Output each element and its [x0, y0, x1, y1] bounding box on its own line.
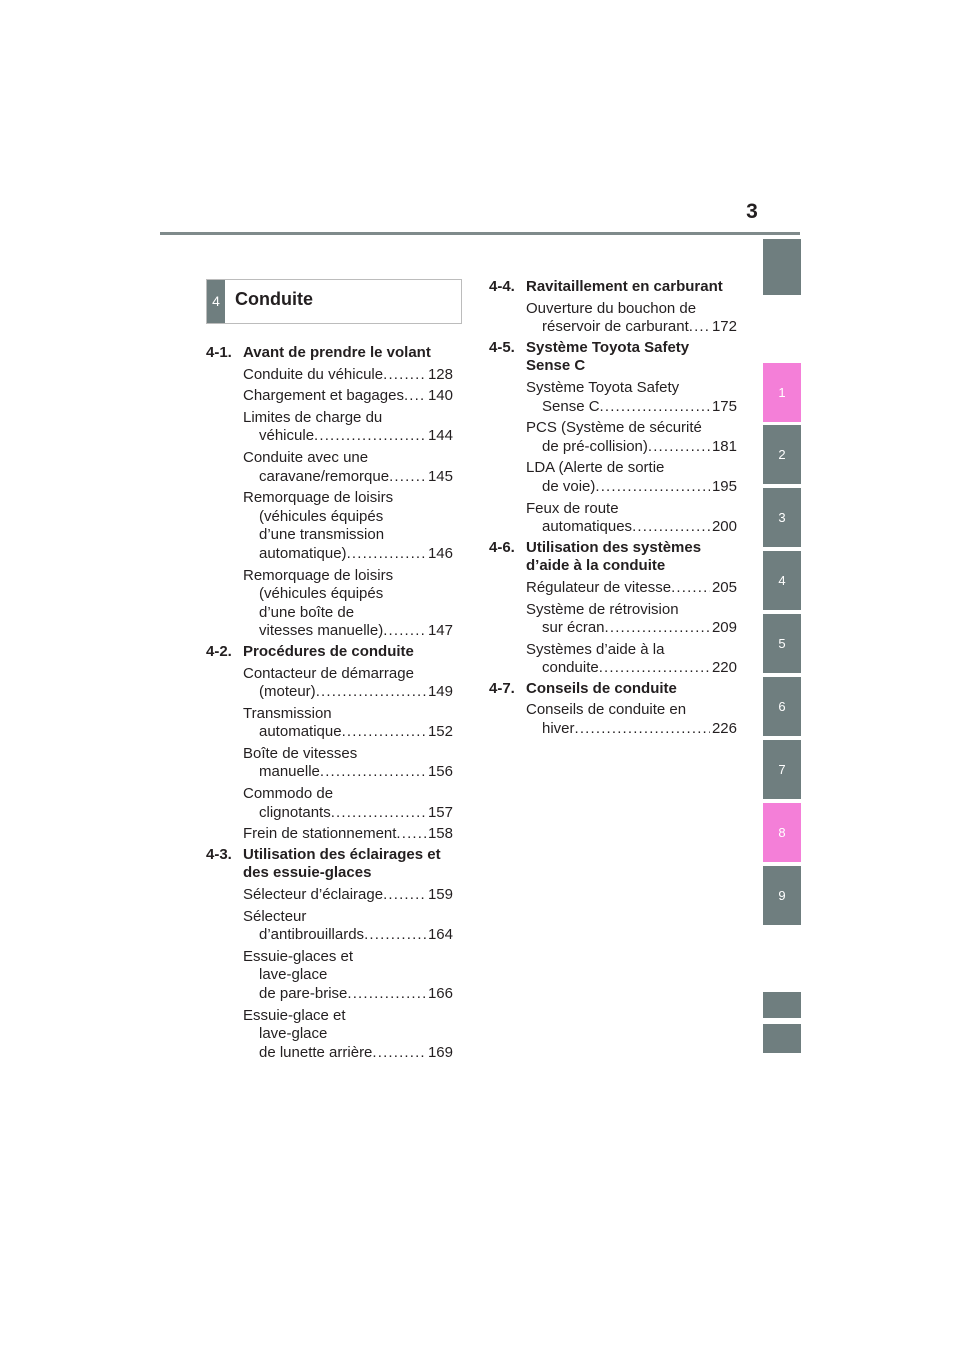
toc-page-number: 164 [427, 926, 453, 944]
toc-section-heading [489, 278, 737, 297]
toc-entry-text: d’une transmission [259, 526, 385, 544]
toc-entry-text: Sélecteur [243, 907, 307, 925]
toc-section-heading [206, 344, 453, 363]
toc-entry[interactable] [489, 419, 737, 456]
chapter-tab-label: 4 [778, 572, 786, 588]
toc-entry[interactable] [489, 459, 737, 496]
toc-entry-text: caravane/remorque [259, 467, 390, 485]
toc-entry[interactable] [206, 489, 453, 563]
toc-entry-text: de pare-brise [259, 985, 348, 1002]
toc-page-number: 226 [711, 720, 737, 738]
toc-page-number: 144 [427, 427, 453, 445]
chapter-tab-blank-10 [763, 992, 801, 1018]
toc-entry[interactable] [206, 886, 453, 905]
chapter-tab-label: 8 [778, 824, 786, 840]
toc-page-number: 149 [427, 683, 453, 701]
toc-entry-text: réservoir de carburant [542, 318, 689, 336]
toc-entry[interactable] [206, 449, 453, 486]
toc-dot-leader [364, 926, 426, 945]
toc-entry-text: de pré-collision) [542, 437, 648, 455]
toc-page-number: 128 [427, 365, 453, 383]
toc-entry-text: PCS (Système de sécurité [526, 419, 702, 437]
toc-entry-text: Frein de stationnement [243, 825, 397, 843]
toc-section-heading [206, 643, 453, 662]
toc-dot-leader [342, 723, 426, 742]
toc-entry-text: automatiques [542, 518, 633, 536]
toc-dot-leader [383, 366, 426, 385]
toc-dot-leader [599, 659, 710, 678]
toc-entry-text: (moteur) [259, 683, 316, 701]
toc-entry-text: Système Toyota Safety [526, 378, 680, 396]
chapter-tab-label: 5 [778, 635, 786, 651]
toc-entry-text: Boîte de vitesses [243, 744, 358, 762]
toc-section-heading [489, 339, 737, 376]
toc-entry-text: Conduite du véhicule [243, 365, 384, 383]
toc-page-number: 195 [711, 477, 737, 495]
page-number: 3 [746, 200, 758, 223]
chapter-tab-5 [763, 614, 801, 673]
toc-entry-text: Transmission [243, 704, 332, 722]
chapter-tab-label: 7 [778, 761, 786, 777]
toc-entry-text: d’une boîte de [259, 603, 355, 621]
toc-entry-text: Système de rétrovision [526, 600, 679, 618]
toc-entry[interactable] [206, 745, 453, 782]
toc-dot-leader [404, 387, 426, 406]
toc-section-number: 4-6. [489, 538, 515, 556]
toc-entry-text: manuelle [259, 763, 320, 781]
chapter-tab-6 [763, 677, 801, 736]
toc-column-left [206, 342, 453, 1062]
chapter-tab-blank-11 [763, 1024, 801, 1053]
toc-section-title: Ravitaillement en carburant [526, 278, 723, 295]
toc-page-number: 140 [427, 387, 453, 405]
toc-page-number: 157 [427, 803, 453, 821]
toc-page-number: 220 [711, 659, 737, 677]
toc-page-number: 159 [427, 886, 453, 904]
chapter-tab-8 [763, 803, 801, 862]
toc-entry[interactable] [206, 825, 453, 844]
section-header [206, 279, 462, 324]
chapter-tab-9 [763, 866, 801, 925]
toc-entry[interactable] [206, 567, 453, 641]
toc-page-number: 146 [427, 544, 453, 562]
toc-entry[interactable] [206, 705, 453, 742]
chapter-tab-3 [763, 488, 801, 547]
toc-dot-leader [383, 622, 426, 641]
toc-dot-leader [389, 468, 426, 487]
toc-page-number: 172 [711, 318, 737, 336]
toc-entry[interactable] [489, 500, 737, 537]
toc-page-number: 145 [427, 467, 453, 485]
toc-section-title: Utilisation des systèmes d’aide à la conduite [526, 538, 702, 575]
toc-entry-text: de lunette arrière [259, 1043, 373, 1061]
toc-entry-text: LDA (Alerte de sortie [526, 459, 665, 477]
chapter-tab-4 [763, 551, 801, 610]
toc-entry-text: de voie) [542, 477, 596, 495]
toc-entry-text: (véhicules équipés [259, 585, 384, 603]
toc-section-number: 4-1. [206, 344, 232, 361]
toc-entry-text: clignotants [259, 803, 331, 821]
toc-entry-text: Essuie-glace et [243, 1006, 346, 1024]
toc-dot-leader [347, 985, 426, 1004]
toc-entry[interactable] [489, 300, 737, 337]
toc-entry-text: Remorquage de loisirs [243, 489, 394, 507]
toc-dot-leader [671, 579, 710, 598]
toc-section-number: 4-7. [489, 679, 515, 697]
toc-entry-text: Régulateur de vitesse [526, 578, 672, 596]
chapter-tab-label: 2 [778, 446, 786, 462]
toc-entry-text: Limites de charge du [243, 408, 383, 426]
chapter-tab-label: 1 [778, 384, 786, 400]
toc-section-title: Avant de prendre le volant [243, 344, 431, 361]
chapter-tab-label: 3 [778, 509, 786, 525]
toc-dot-leader [595, 478, 710, 497]
section-title: Conduite [235, 289, 313, 309]
toc-entry-text: lave-glace [259, 966, 328, 984]
toc-entry-text: sur écran [542, 619, 605, 637]
toc-page-number: 147 [427, 622, 453, 640]
chapter-tab-label: 6 [778, 698, 786, 714]
toc-page-number: 209 [711, 619, 737, 637]
toc-section-number: 4-3. [206, 845, 232, 863]
toc-section-heading [489, 539, 737, 576]
toc-entry-text: Systèmes d’aide à la [526, 640, 665, 658]
toc-dot-leader [396, 825, 426, 844]
toc-section-title: Procédures de conduite [243, 642, 414, 660]
toc-entry-text: automatique) [259, 544, 347, 562]
header-rule [160, 232, 800, 235]
toc-section-title: Système Toyota Safety Sense C [526, 338, 690, 375]
chapter-tab-1 [763, 363, 801, 422]
toc-entry-text: véhicule [259, 427, 315, 445]
toc-section-number: 4-5. [489, 338, 515, 356]
toc-entry-text: Contacteur de démarrage [243, 664, 414, 682]
chapter-tab-2 [763, 425, 801, 484]
toc-entry-text: Essuie-glaces et [243, 947, 354, 965]
toc-entry-text: lave-glace [259, 1025, 328, 1043]
toc-section-title: Utilisation des éclairages et des essuie-glaces [243, 845, 441, 882]
toc-entry[interactable] [206, 665, 453, 702]
toc-entry[interactable] [489, 641, 737, 678]
chapter-tab-7 [763, 740, 801, 799]
toc-page-number: 156 [427, 763, 453, 781]
toc-page-number: 200 [711, 518, 737, 536]
toc-section-heading [489, 680, 737, 699]
toc-entry-text: Feux de route [526, 499, 619, 517]
toc-entry-text: Conseils de conduite en [526, 701, 687, 719]
toc-dot-leader [320, 763, 426, 782]
toc-entry-text: Chargement et bagages [243, 387, 404, 405]
toc-entry[interactable] [206, 785, 453, 822]
toc-dot-leader [689, 318, 710, 337]
toc-entry[interactable] [206, 908, 453, 945]
toc-dot-leader [316, 683, 426, 702]
toc-page-number: 169 [427, 1043, 453, 1061]
toc-page-number: 181 [711, 437, 737, 455]
toc-entry-text: automatique [259, 723, 342, 741]
toc-page-number: 152 [427, 723, 453, 741]
toc-entry-text: vitesses manuelle) [259, 622, 384, 640]
toc-entry-text: Commodo de [243, 785, 334, 803]
toc-dot-leader [632, 518, 710, 537]
toc-dot-leader [331, 804, 426, 823]
toc-page-number: 166 [427, 985, 453, 1002]
toc-entry-text: Sense C [542, 397, 600, 415]
chapter-tab-label: 9 [778, 887, 786, 903]
section-number: 4 [207, 280, 225, 323]
toc-entry[interactable] [206, 948, 453, 1004]
toc-entry-text: (véhicules équipés [259, 507, 384, 525]
toc-section-number: 4-2. [206, 642, 232, 660]
toc-entry[interactable] [206, 1007, 453, 1063]
toc-page-number: 158 [427, 825, 453, 843]
toc-entry-text: Sélecteur d’éclairage [243, 886, 384, 904]
toc-entry-text: Ouverture du bouchon de [526, 299, 697, 317]
toc-entry[interactable] [206, 387, 453, 406]
toc-entry[interactable] [489, 379, 737, 416]
toc-entry-text: conduite [542, 659, 599, 677]
toc-page-number: 175 [711, 397, 737, 415]
toc-dot-leader [314, 427, 426, 446]
toc-entry-text: Remorquage de loisirs [243, 566, 394, 584]
toc-column-right [489, 276, 737, 739]
toc-dot-leader [648, 438, 710, 457]
toc-entry-text: hiver [542, 720, 575, 738]
toc-entry[interactable] [489, 601, 737, 638]
toc-dot-leader [605, 619, 710, 638]
toc-dot-leader [372, 1044, 426, 1063]
toc-dot-leader [600, 398, 710, 417]
toc-entry[interactable] [489, 701, 737, 738]
toc-entry-text: Conduite avec une [243, 448, 369, 466]
toc-dot-leader [347, 545, 426, 564]
toc-dot-leader [575, 720, 710, 739]
toc-section-heading [206, 846, 453, 883]
toc-dot-leader [383, 886, 426, 905]
toc-page-number: 205 [711, 578, 737, 596]
chapter-tab-blank-0 [763, 239, 801, 295]
toc-entry-text: d’antibrouillards [259, 926, 365, 944]
toc-section-number: 4-4. [489, 278, 515, 295]
toc-entry[interactable] [206, 366, 453, 385]
toc-entry[interactable] [489, 579, 737, 598]
toc-entry[interactable] [206, 409, 453, 446]
toc-section-title: Conseils de conduite [526, 679, 677, 697]
